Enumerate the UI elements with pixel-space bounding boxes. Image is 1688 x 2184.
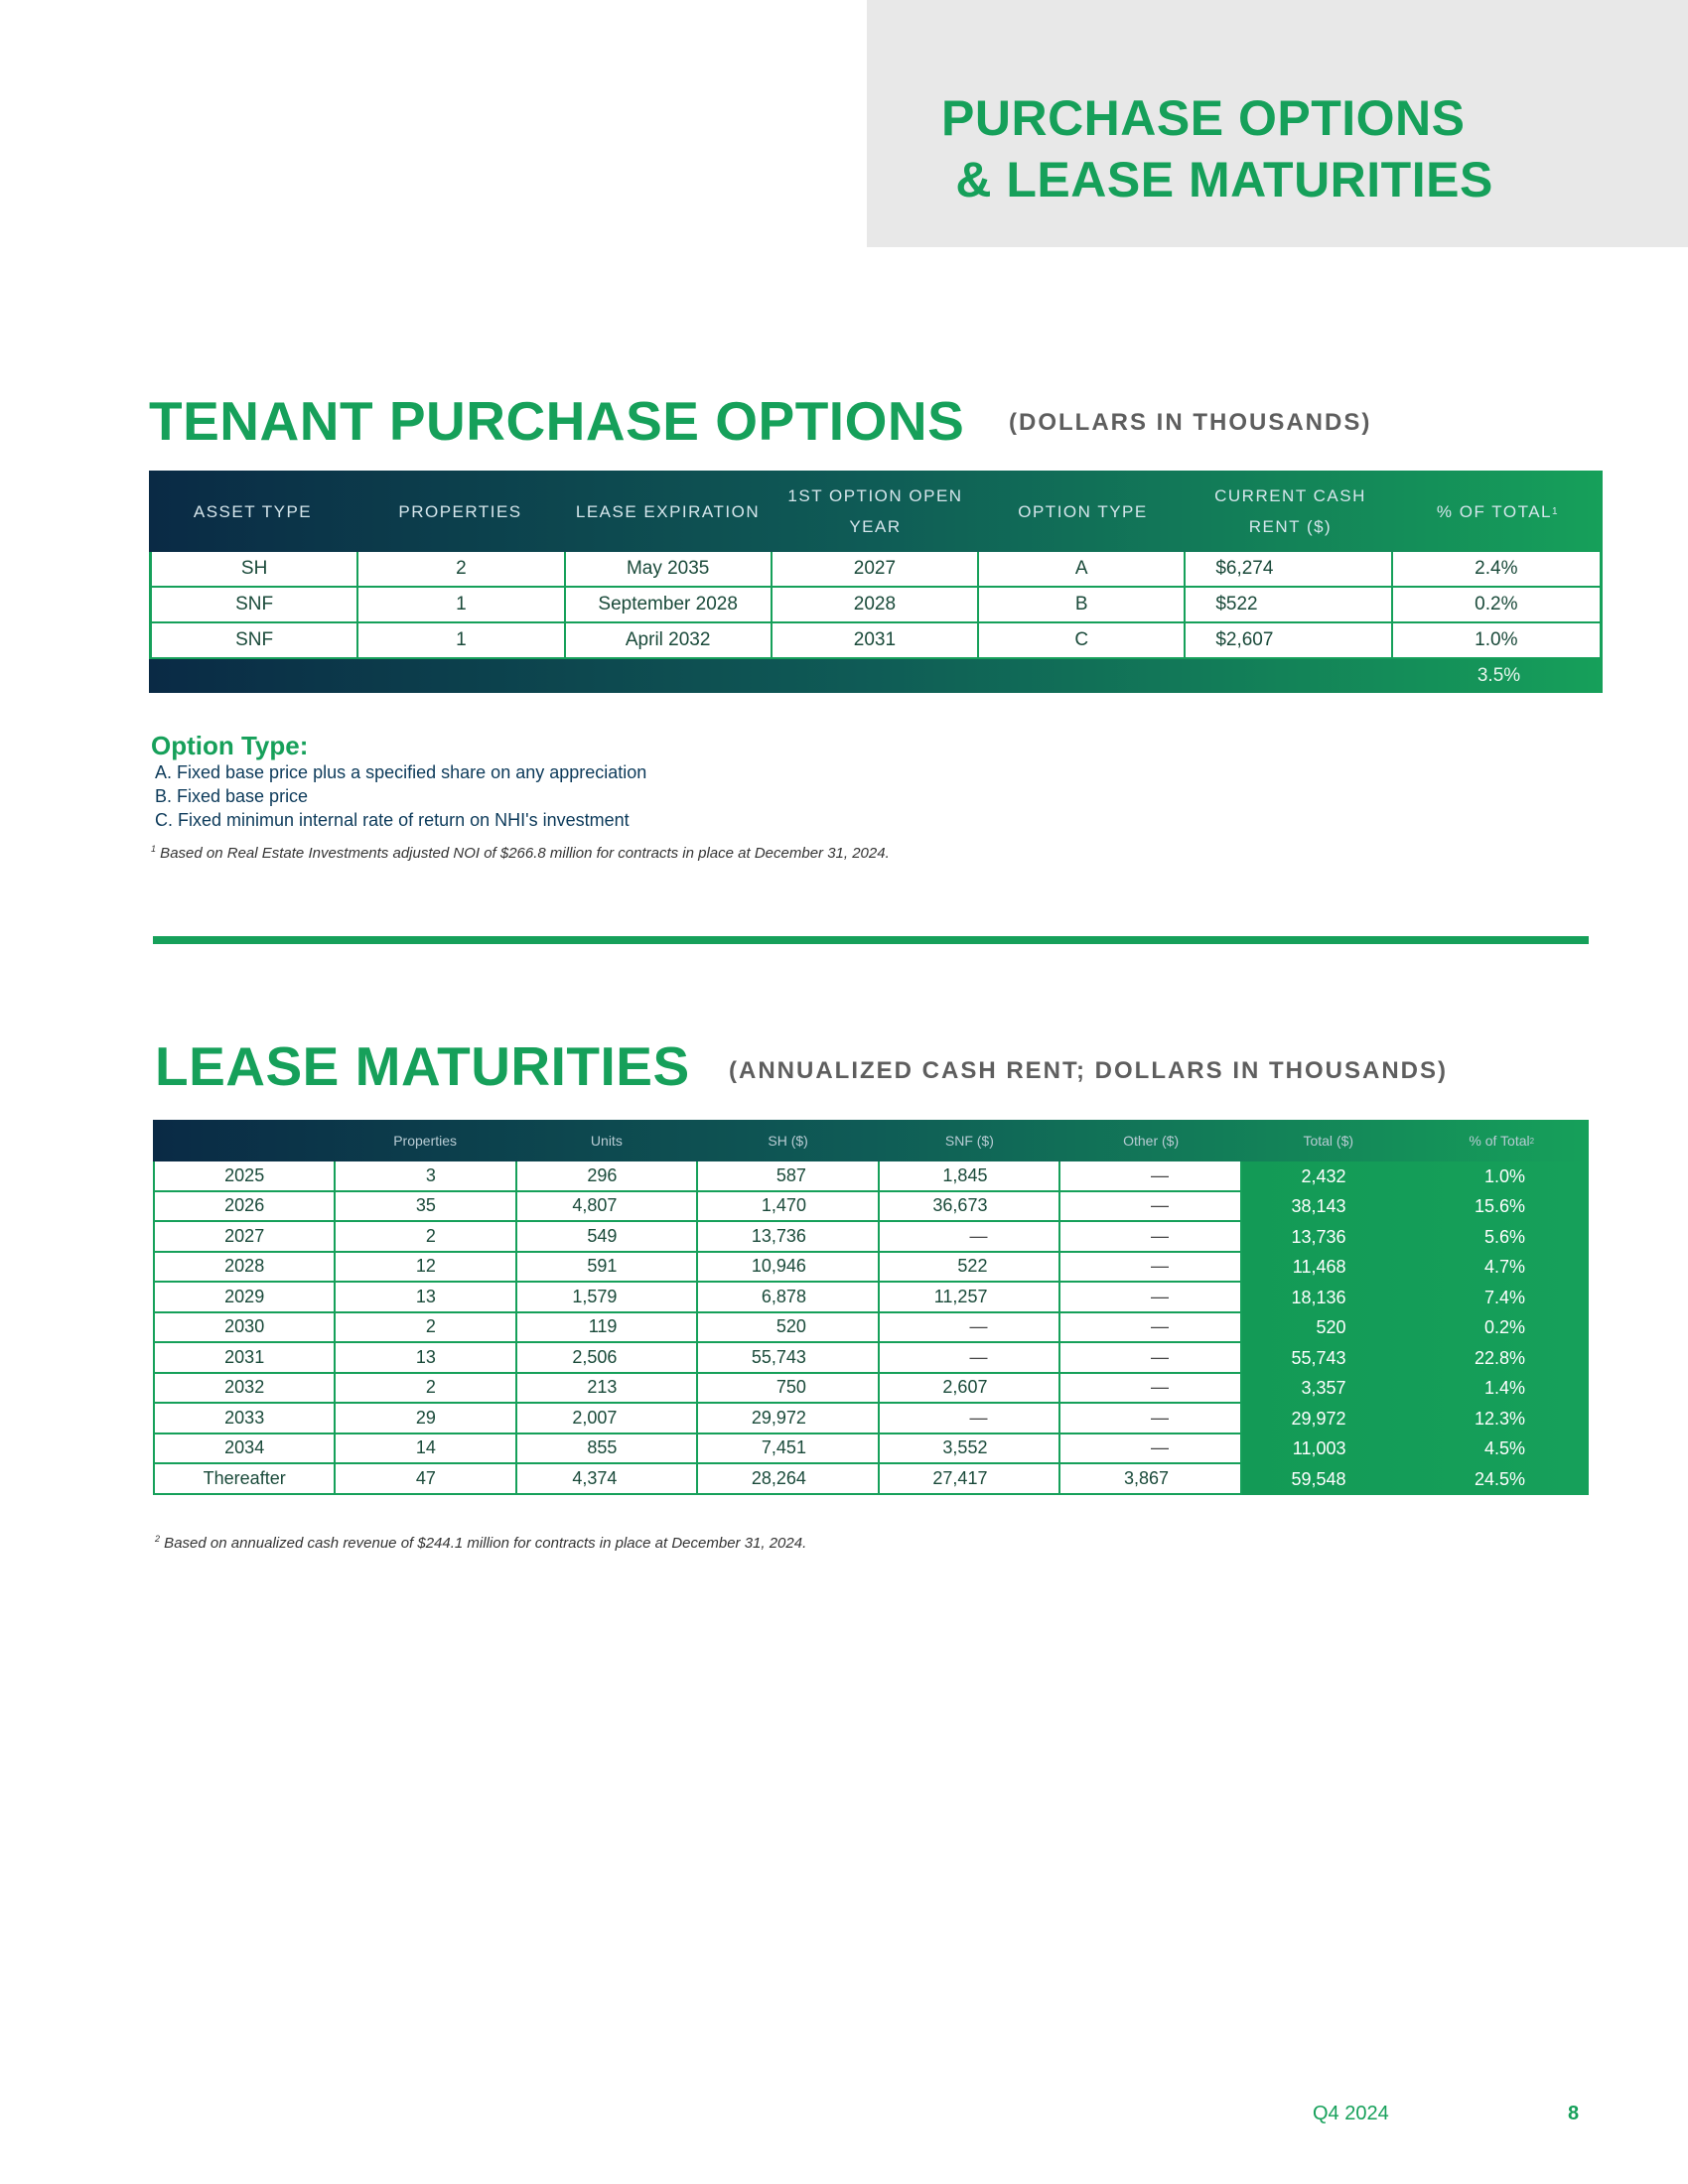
option-type-list — [155, 760, 646, 832]
purchase-options-col-header — [564, 471, 772, 552]
lease-maturities-col-header — [1415, 1120, 1589, 1161]
lease-maturities-total-cell: 59,548 — [1291, 1468, 1346, 1489]
lease-maturities-cell: 29 — [336, 1404, 517, 1433]
lease-maturities-cell: 14 — [336, 1434, 517, 1463]
lease-maturities-table — [153, 1120, 1589, 1495]
purchase-options-row — [152, 552, 1600, 588]
purchase-options-cell: 0.2% — [1475, 594, 1518, 614]
lease-maturities-row — [155, 1313, 1242, 1344]
lease-maturities-cell: 2027 — [155, 1222, 336, 1251]
lease-maturities-total-cell: 29,972 — [1291, 1408, 1346, 1429]
lease-maturities-cell: — — [880, 1313, 1061, 1342]
lease-maturities-col-footnote-mark: 2 — [1529, 1136, 1535, 1146]
purchase-options-cell: 2027 — [773, 552, 979, 586]
lease-maturities-col-label: SH ($) — [768, 1133, 808, 1149]
purchase-options-cell: SNF — [152, 623, 358, 657]
page-number: 8 — [1568, 2103, 1580, 2124]
lease-maturities-row — [155, 1343, 1242, 1374]
lease-maturities-cell: — — [880, 1404, 1061, 1433]
lease-maturities-pct-cell: 5.6% — [1483, 1226, 1525, 1247]
purchase-options-col-label: % OF TOTAL — [1436, 501, 1553, 521]
purchase-options-cell: A — [979, 552, 1186, 586]
lease-maturities-cell: — — [880, 1343, 1061, 1372]
lease-maturities-cell: 7,451 — [698, 1434, 880, 1463]
purchase-options-total: 3.5% — [1477, 665, 1521, 686]
option-type-title: Option Type: — [151, 731, 309, 760]
lease-maturities-total-cell: 18,136 — [1291, 1287, 1346, 1307]
lease-maturities-cell: — — [1060, 1253, 1242, 1282]
lease-maturities-totals — [1242, 1161, 1589, 1495]
lease-maturities-total-cell: 3,357 — [1301, 1378, 1346, 1399]
lease-maturities-title: LEASE MATURITIES — [155, 1035, 690, 1097]
lease-maturities-total-row — [1242, 1222, 1589, 1253]
purchase-options-col-label: PROPERTIES — [398, 501, 522, 521]
lease-maturities-cell: — — [1060, 1404, 1242, 1433]
purchase-options-col-header — [149, 471, 356, 552]
lease-maturities-total-row — [1242, 1464, 1589, 1495]
purchase-options-cell: 2028 — [773, 588, 979, 621]
lease-maturities-cell: — — [1060, 1434, 1242, 1463]
purchase-options-table — [149, 471, 1603, 693]
lease-maturities-cell: 2032 — [155, 1374, 336, 1403]
lease-maturities-total-row — [1242, 1343, 1589, 1374]
lease-maturities-col-header — [1242, 1120, 1416, 1161]
lease-maturities-total-row — [1242, 1404, 1589, 1434]
purchase-options-cell: May 2035 — [566, 552, 773, 586]
purchase-options-cell: C — [979, 623, 1186, 657]
lease-maturities-cell: 13 — [336, 1283, 517, 1311]
lease-maturities-cell: 2033 — [155, 1404, 336, 1433]
option-type-item: B. Fixed base price — [155, 786, 309, 806]
lease-maturities-total-cell: 11,468 — [1292, 1257, 1346, 1278]
lease-maturities-cell: 2 — [336, 1374, 517, 1403]
purchase-options-cell: 1 — [358, 623, 565, 657]
lease-maturities-col-label: % of Total — [1469, 1133, 1530, 1149]
lease-maturities-row — [155, 1434, 1242, 1465]
lease-maturities-cell: 119 — [517, 1313, 699, 1342]
purchase-options-cell: SH — [152, 552, 358, 586]
lease-maturities-col-label: Total ($) — [1303, 1133, 1354, 1149]
lease-maturities-total-row — [1242, 1313, 1589, 1344]
lease-maturities-cell: — — [1060, 1222, 1242, 1251]
lease-maturities-cell: 2 — [336, 1222, 517, 1251]
lease-maturities-cell: 10,946 — [698, 1253, 880, 1282]
lease-maturities-col-label: Units — [590, 1133, 623, 1149]
lease-maturities-total-row — [1242, 1253, 1589, 1284]
page-title-line1: PURCHASE OPTIONS — [941, 90, 1466, 146]
purchase-options-row — [152, 623, 1600, 659]
lease-maturities-cell: 29,972 — [698, 1404, 880, 1433]
footnote-2 — [155, 1534, 806, 1552]
lease-maturities-cell: 2031 — [155, 1343, 336, 1372]
footnote-2-mark: 2 — [155, 1534, 161, 1544]
purchase-options-body — [149, 552, 1603, 659]
lease-maturities-total-cell: 520 — [1316, 1317, 1346, 1338]
lease-maturities-cell: 13,736 — [698, 1222, 880, 1251]
footnote-2-text: Based on annualized cash revenue of $244.1 million for contracts in place at December 31, 2024. — [160, 1535, 807, 1552]
lease-maturities-pct-cell: 4.5% — [1483, 1438, 1525, 1459]
lease-maturities-cell: — — [1060, 1283, 1242, 1311]
lease-maturities-total-cell: 2,432 — [1301, 1165, 1346, 1186]
lease-maturities-col-label: SNF ($) — [944, 1133, 994, 1149]
lease-maturities-cell: — — [1060, 1374, 1242, 1403]
lease-maturities-cell: 2026 — [155, 1192, 336, 1221]
lease-maturities-cell: 11,257 — [880, 1283, 1061, 1311]
lease-maturities-row — [155, 1464, 1242, 1495]
lease-maturities-cell: 4,807 — [517, 1192, 699, 1221]
lease-maturities-cell: 1,579 — [517, 1283, 699, 1311]
purchase-options-cell: SNF — [152, 588, 358, 621]
lease-maturities-total-row — [1242, 1161, 1589, 1192]
lease-maturities-row — [155, 1161, 1242, 1192]
lease-maturities-cell: 2028 — [155, 1253, 336, 1282]
purchase-options-col-label: 1ST OPTION OPEN YEAR — [787, 486, 963, 536]
lease-maturities-row — [155, 1283, 1242, 1313]
purchase-options-cell: 2 — [358, 552, 565, 586]
purchase-options-col-footnote-mark: 1 — [1552, 505, 1560, 517]
lease-maturities-col-header — [335, 1120, 516, 1161]
lease-maturities-total-cell: 38,143 — [1291, 1196, 1346, 1217]
lease-maturities-col-header — [879, 1120, 1060, 1161]
purchase-options-col-header — [1187, 471, 1394, 552]
lease-maturities-total-row — [1242, 1283, 1589, 1313]
lease-maturities-header — [153, 1120, 1589, 1161]
lease-maturities-cell: 35 — [336, 1192, 517, 1221]
lease-maturities-cell: 750 — [698, 1374, 880, 1403]
lease-maturities-col-header — [1060, 1120, 1242, 1161]
purchase-options-col-label: LEASE EXPIRATION — [575, 501, 761, 521]
lease-maturities-cell: 2,607 — [880, 1374, 1061, 1403]
lease-maturities-pct-cell: 24.5% — [1474, 1468, 1525, 1489]
option-type-item: A. Fixed base price plus a specified share on any appreciation — [155, 762, 647, 782]
lease-maturities-pct-cell: 4.7% — [1483, 1257, 1525, 1278]
lease-maturities-cell: — — [1060, 1313, 1242, 1342]
lease-maturities-col-label: Properties — [393, 1133, 458, 1149]
lease-maturities-cell: 2,007 — [517, 1404, 699, 1433]
lease-maturities-cell: 13 — [336, 1343, 517, 1372]
lease-maturities-col-header — [697, 1120, 879, 1161]
lease-maturities-cell: Thereafter — [155, 1464, 336, 1493]
lease-maturities-cell: 2025 — [155, 1161, 336, 1190]
purchase-options-col-label: OPTION TYPE — [1018, 501, 1148, 521]
lease-maturities-cell: — — [1060, 1343, 1242, 1372]
lease-maturities-cell: 2 — [336, 1313, 517, 1342]
purchase-options-col-label: ASSET TYPE — [193, 501, 313, 521]
purchase-options-cell: 2031 — [773, 623, 979, 657]
lease-maturities-cell: 2,506 — [517, 1343, 699, 1372]
lease-maturities-col-label: Other ($) — [1123, 1133, 1180, 1149]
lease-maturities-cell: 3,552 — [880, 1434, 1061, 1463]
lease-maturities-subtitle: (ANNUALIZED CASH RENT; DOLLARS IN THOUSANDS) — [729, 1057, 1448, 1084]
purchase-options-col-header — [1394, 471, 1602, 552]
lease-maturities-total-cell: 11,003 — [1292, 1438, 1346, 1459]
purchase-options-col-header — [356, 471, 564, 552]
lease-maturities-cell: 28,264 — [698, 1464, 880, 1493]
lease-maturities-total-cell: 55,743 — [1291, 1347, 1346, 1368]
lease-maturities-cell: 55,743 — [698, 1343, 880, 1372]
purchase-options-cell: 1 — [358, 588, 565, 621]
lease-maturities-cell: 4,374 — [517, 1464, 699, 1493]
purchase-options-cell: $522 — [1186, 588, 1392, 621]
lease-maturities-cell: 12 — [336, 1253, 517, 1282]
lease-maturities-cell: 2029 — [155, 1283, 336, 1311]
purchase-options-cell: September 2028 — [566, 588, 773, 621]
purchase-options-cell: B — [979, 588, 1186, 621]
lease-maturities-cell: 2034 — [155, 1434, 336, 1463]
lease-maturities-cell: 47 — [336, 1464, 517, 1493]
purchase-options-row — [152, 588, 1600, 623]
lease-maturities-cell: 549 — [517, 1222, 699, 1251]
lease-maturities-cell: 522 — [880, 1253, 1061, 1282]
purchase-options-col-label: CURRENT CASH RENT ($) — [1214, 486, 1366, 536]
purchase-options-cell: 1.0% — [1475, 629, 1518, 650]
purchase-options-cell: $6,274 — [1186, 552, 1392, 586]
lease-maturities-body — [153, 1161, 1242, 1495]
lease-maturities-cell: 1,845 — [880, 1161, 1061, 1190]
lease-maturities-cell: 6,878 — [698, 1283, 880, 1311]
purchase-options-subtitle: (DOLLARS IN THOUSANDS) — [1009, 409, 1372, 436]
purchase-options-header — [149, 471, 1603, 552]
lease-maturities-cell: 591 — [517, 1253, 699, 1282]
lease-maturities-total-row — [1242, 1192, 1589, 1223]
lease-maturities-cell: 520 — [698, 1313, 880, 1342]
purchase-options-cell: April 2032 — [566, 623, 773, 657]
lease-maturities-col-header — [516, 1120, 698, 1161]
lease-maturities-cell: 36,673 — [880, 1192, 1061, 1221]
purchase-options-title: TENANT PURCHASE OPTIONS — [149, 390, 965, 452]
lease-maturities-row — [155, 1374, 1242, 1405]
lease-maturities-total-row — [1242, 1374, 1589, 1405]
lease-maturities-cell: 855 — [517, 1434, 699, 1463]
lease-maturities-pct-cell: 12.3% — [1474, 1408, 1525, 1429]
lease-maturities-pct-cell: 1.4% — [1483, 1378, 1525, 1399]
report-period: Q4 2024 — [1313, 2103, 1389, 2124]
lease-maturities-cell: 1,470 — [698, 1192, 880, 1221]
lease-maturities-cell: 213 — [517, 1374, 699, 1403]
lease-maturities-total-cell: 13,736 — [1291, 1226, 1346, 1247]
option-type-item: C. Fixed minimun internal rate of return on NHI's investment — [155, 810, 630, 830]
lease-maturities-pct-cell: 1.0% — [1483, 1165, 1525, 1186]
lease-maturities-col-header — [153, 1120, 335, 1161]
section-divider — [153, 936, 1589, 944]
purchase-options-col-header — [772, 471, 979, 552]
lease-maturities-cell: — — [880, 1222, 1061, 1251]
lease-maturities-cell: 2030 — [155, 1313, 336, 1342]
purchase-options-col-header — [979, 471, 1187, 552]
lease-maturities-pct-cell: 22.8% — [1474, 1347, 1525, 1368]
lease-maturities-pct-cell: 15.6% — [1474, 1196, 1525, 1217]
lease-maturities-row — [155, 1404, 1242, 1434]
lease-maturities-cell: — — [1060, 1192, 1242, 1221]
footnote-1-mark: 1 — [151, 844, 157, 854]
page-title-line2: & LEASE MATURITIES — [941, 152, 1493, 207]
lease-maturities-cell: 587 — [698, 1161, 880, 1190]
lease-maturities-cell: 3 — [336, 1161, 517, 1190]
footnote-1 — [151, 844, 890, 862]
footnote-1-text: Based on Real Estate Investments adjusted NOI of $266.8 million for contracts in place at December 31, 2024. — [156, 845, 890, 862]
purchase-options-total-row — [149, 659, 1603, 693]
lease-maturities-total-row — [1242, 1434, 1589, 1465]
lease-maturities-pct-cell: 7.4% — [1483, 1287, 1525, 1307]
lease-maturities-row — [155, 1253, 1242, 1284]
lease-maturities-pct-cell: 0.2% — [1483, 1317, 1525, 1338]
lease-maturities-cell: — — [1060, 1161, 1242, 1190]
page-title — [941, 87, 1557, 210]
purchase-options-cell: $2,607 — [1186, 623, 1392, 657]
lease-maturities-cell: 3,867 — [1060, 1464, 1242, 1493]
lease-maturities-row — [155, 1222, 1242, 1253]
lease-maturities-cell: 27,417 — [880, 1464, 1061, 1493]
lease-maturities-row — [155, 1192, 1242, 1223]
purchase-options-cell: 2.4% — [1475, 558, 1518, 579]
lease-maturities-cell: 296 — [517, 1161, 699, 1190]
